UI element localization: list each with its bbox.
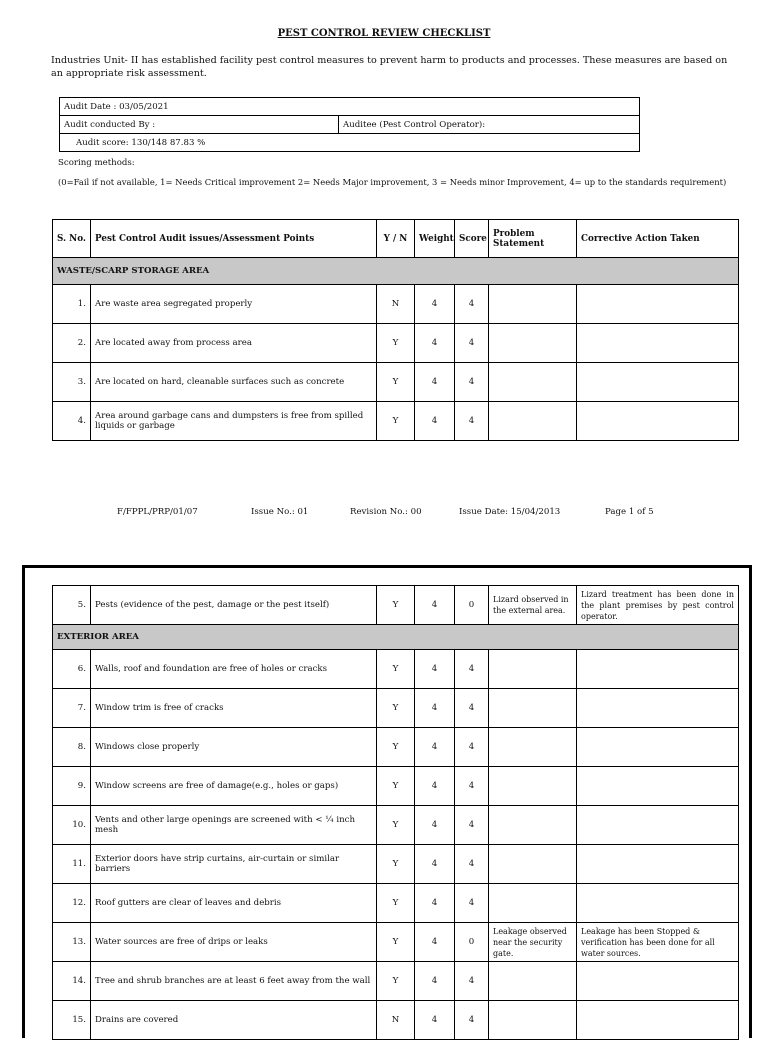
row-problem: [489, 689, 577, 728]
section-exterior: EXTERIOR AREA: [53, 625, 739, 650]
row-yn: Y: [377, 884, 415, 923]
row-weight: 4: [415, 650, 455, 689]
row-action: [577, 650, 739, 689]
scoring-label: Scoring methods:: [58, 158, 135, 168]
header-sno: S. No.: [53, 220, 91, 258]
row-weight: 4: [415, 923, 455, 962]
row-score: 4: [455, 402, 489, 441]
auditee: Auditee (Pest Control Operator):: [339, 116, 640, 134]
row-action: [577, 402, 739, 441]
row-text: Window screens are free of damage(e.g., holes or gaps): [91, 767, 377, 806]
row-problem: [489, 650, 577, 689]
table-row: [53, 650, 739, 689]
row-problem: [489, 285, 577, 324]
row-score: 4: [455, 806, 489, 845]
row-number: 9.: [53, 767, 91, 806]
table-row: [53, 884, 739, 923]
row-score: 4: [455, 285, 489, 324]
rows-page1: [53, 285, 739, 441]
table-row: [53, 728, 739, 767]
row-yn: Y: [377, 363, 415, 402]
row-number: 15.: [53, 1001, 91, 1040]
row-problem: [489, 324, 577, 363]
footer-issue-date: Issue Date: 15/04/2013: [459, 507, 561, 517]
row-number: 12.: [53, 884, 91, 923]
row-score: 4: [455, 728, 489, 767]
row-action: [577, 324, 739, 363]
row-text: Walls, roof and foundation are free of holes or cracks: [91, 650, 377, 689]
row-action: Leakage has been Stopped & verification has been done for all water sources.: [577, 923, 739, 962]
row-text: Are located on hard, cleanable surfaces such as concrete: [91, 363, 377, 402]
row-score: 4: [455, 689, 489, 728]
row-yn: Y: [377, 728, 415, 767]
row-text: Are waste area segregated properly: [91, 285, 377, 324]
row-action: [577, 845, 739, 884]
row-weight: 4: [415, 324, 455, 363]
footer-doc: F/FPPL/PRP/01/07: [117, 507, 198, 517]
row-number: 11.: [53, 845, 91, 884]
row-text: Pests (evidence of the pest, damage or the pest itself): [91, 586, 377, 625]
row-weight: 4: [415, 806, 455, 845]
row-problem: [489, 1001, 577, 1040]
header-yn: Y / N: [377, 220, 415, 258]
row-problem: Lizard observed in the external area.: [489, 586, 577, 625]
row-action: Lizard treatment has been done in the plant premises by pest control operator.: [577, 586, 739, 625]
checklist-table-page1: [52, 219, 739, 441]
row-score: 4: [455, 884, 489, 923]
section-waste: WASTE/SCARP STORAGE AREA: [53, 258, 739, 285]
row-score: 4: [455, 767, 489, 806]
row-action: [577, 884, 739, 923]
table-row: [53, 363, 739, 402]
row-score: 0: [455, 923, 489, 962]
row-score: 4: [455, 962, 489, 1001]
row-weight: 4: [415, 884, 455, 923]
audit-conducted-by: Audit conducted By :: [60, 116, 339, 134]
page-title: PEST CONTROL REVIEW CHECKLIST: [277, 28, 491, 39]
row-text: Drains are covered: [91, 1001, 377, 1040]
footer-page: Page 1 of 5: [605, 507, 654, 517]
row-action: [577, 728, 739, 767]
audit-score: Audit score: 130/148 87.83 %: [60, 134, 640, 152]
row-number: 6.: [53, 650, 91, 689]
row-score: 4: [455, 1001, 489, 1040]
checklist-table-page2: [52, 585, 739, 1040]
row-action: [577, 1001, 739, 1040]
row-yn: Y: [377, 689, 415, 728]
header-score: Score: [455, 220, 489, 258]
table-row: [53, 923, 739, 962]
row-yn: Y: [377, 845, 415, 884]
row-yn: Y: [377, 962, 415, 1001]
table-row: [53, 285, 739, 324]
row-problem: [489, 962, 577, 1001]
row-weight: 4: [415, 767, 455, 806]
row-score: 4: [455, 363, 489, 402]
header-action: Corrective Action Taken: [577, 220, 739, 258]
row-text: Tree and shrub branches are at least 6 feet away from the wall: [91, 962, 377, 1001]
footer-revision: Revision No.: 00: [350, 507, 422, 517]
row-problem: [489, 363, 577, 402]
row-yn: Y: [377, 586, 415, 625]
row-number: 3.: [53, 363, 91, 402]
row-text: Windows close properly: [91, 728, 377, 767]
row-text: Are located away from process area: [91, 324, 377, 363]
row-weight: 4: [415, 962, 455, 1001]
section-row: [53, 258, 739, 285]
row-text: Roof gutters are clear of leaves and debris: [91, 884, 377, 923]
row-number: 8.: [53, 728, 91, 767]
row-weight: 4: [415, 402, 455, 441]
rows-page2: [53, 650, 739, 1040]
row-weight: 4: [415, 285, 455, 324]
table-row: [53, 845, 739, 884]
row-problem: [489, 845, 577, 884]
row-yn: N: [377, 1001, 415, 1040]
section-row: [53, 625, 739, 650]
row-number: 4.: [53, 402, 91, 441]
row-yn: N: [377, 285, 415, 324]
table-row: [53, 1001, 739, 1040]
row-number: 7.: [53, 689, 91, 728]
row-yn: Y: [377, 767, 415, 806]
header-problem: Problem Statement: [489, 220, 577, 258]
table-row: [53, 806, 739, 845]
header-weight: Weight: [415, 220, 455, 258]
footer-issue: Issue No.: 01: [251, 507, 309, 517]
row-score: 4: [455, 324, 489, 363]
row-problem: [489, 402, 577, 441]
row-weight: 4: [415, 689, 455, 728]
table-row: [53, 324, 739, 363]
row-text: Vents and other large openings are screened with < ¼ inch mesh: [91, 806, 377, 845]
row-action: [577, 363, 739, 402]
row-action: [577, 767, 739, 806]
row-weight: 4: [415, 728, 455, 767]
row-text: Window trim is free of cracks: [91, 689, 377, 728]
row-action: [577, 689, 739, 728]
row-weight: 4: [415, 586, 455, 625]
table-row: [53, 402, 739, 441]
row-problem: [489, 728, 577, 767]
table-row: [53, 962, 739, 1001]
row-score: 4: [455, 650, 489, 689]
row-number: 10.: [53, 806, 91, 845]
row-action: [577, 962, 739, 1001]
row-yn: Y: [377, 923, 415, 962]
header-point: Pest Control Audit issues/Assessment Points: [91, 220, 377, 258]
row-problem: Leakage observed near the security gate.: [489, 923, 577, 962]
row-action: [577, 806, 739, 845]
row-text: Water sources are free of drips or leaks: [91, 923, 377, 962]
row-problem: [489, 806, 577, 845]
row-number: 13.: [53, 923, 91, 962]
intro-text: Industries Unit- II has established facility pest control measures to prevent harm to products and processes. These measures are based on an appropriate risk assessment.: [51, 55, 728, 79]
row-yn: Y: [377, 806, 415, 845]
audit-info-table: [59, 97, 640, 152]
row-weight: 4: [415, 845, 455, 884]
row-score: 4: [455, 845, 489, 884]
row-number: 14.: [53, 962, 91, 1001]
table-row: [53, 767, 739, 806]
row-weight: 4: [415, 363, 455, 402]
scoring-legend: (0=Fail if not available, 1= Needs Critical improvement 2= Needs Major improvement, 3 = Needs minor Improvement, 4= up to the standards requirement): [58, 177, 727, 187]
row-number: 1.: [53, 285, 91, 324]
row-yn: Y: [377, 402, 415, 441]
row-yn: Y: [377, 324, 415, 363]
row-weight: 4: [415, 1001, 455, 1040]
row-number: 5.: [53, 586, 91, 625]
row-problem: [489, 767, 577, 806]
row-number: 2.: [53, 324, 91, 363]
table-row: [53, 586, 739, 625]
row-text: Exterior doors have strip curtains, air-curtain or similar barriers: [91, 845, 377, 884]
table-row: [53, 689, 739, 728]
row-score: 0: [455, 586, 489, 625]
row-text: Area around garbage cans and dumpsters is free from spilled liquids or garbage: [91, 402, 377, 441]
row-action: [577, 285, 739, 324]
table-header: [53, 220, 739, 258]
row-yn: Y: [377, 650, 415, 689]
audit-date: Audit Date : 03/05/2021: [60, 98, 640, 116]
row-problem: [489, 884, 577, 923]
